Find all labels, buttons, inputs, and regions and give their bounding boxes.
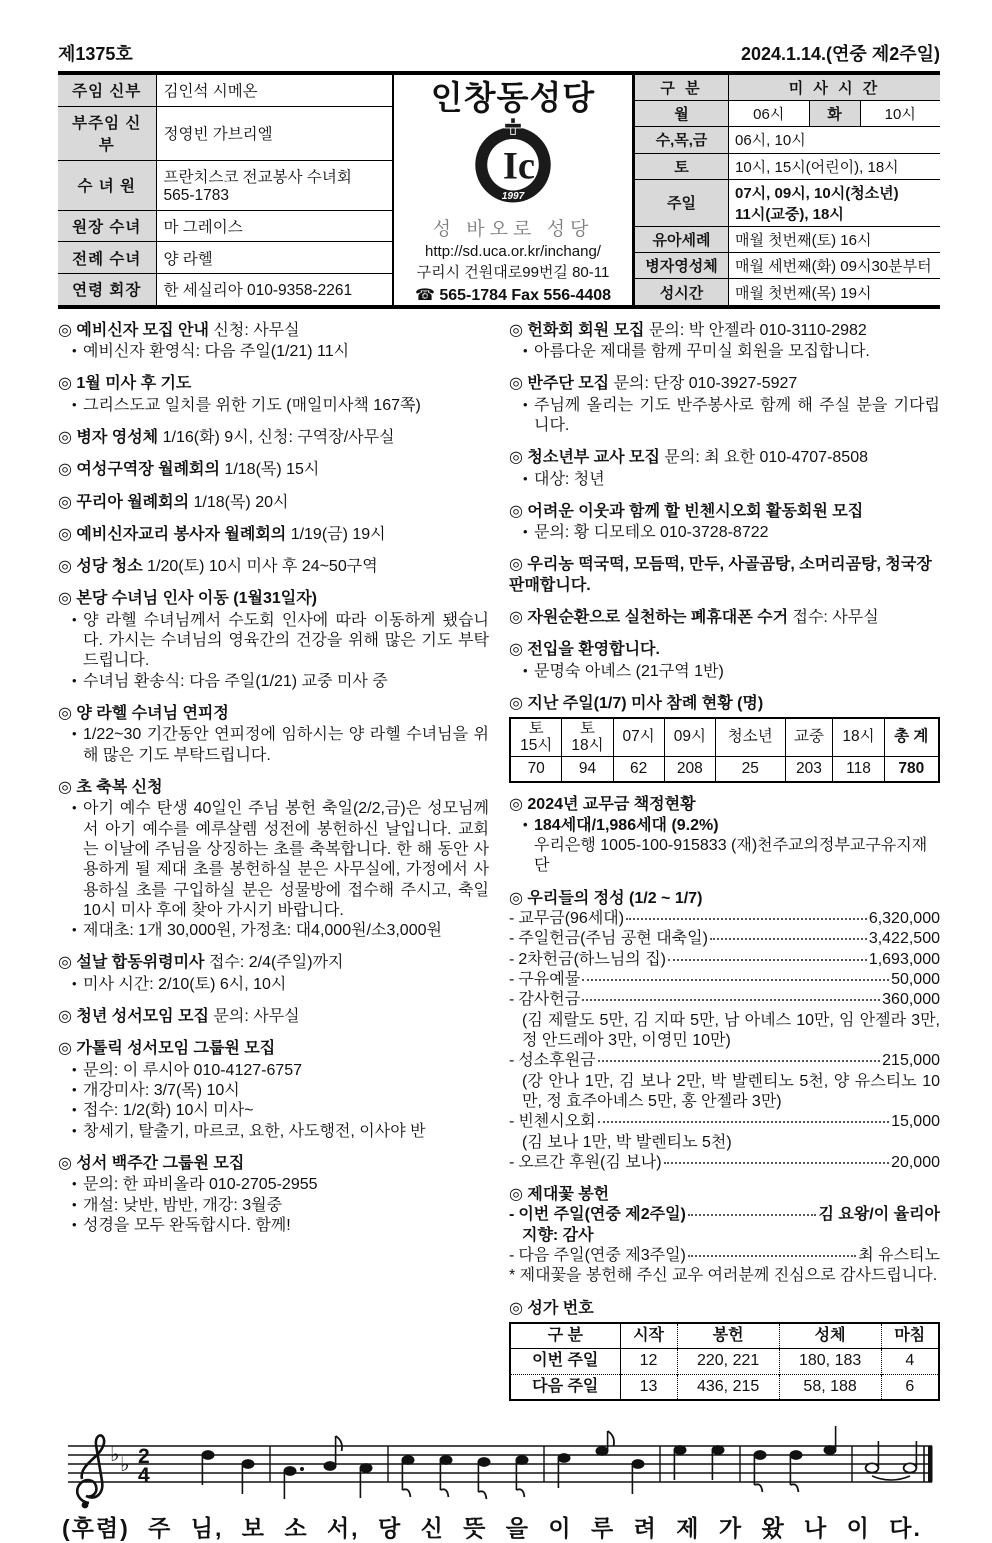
svg-text:♭: ♭ xyxy=(120,1451,130,1476)
mass-header-label: 구 분 xyxy=(635,75,729,101)
offering-amount: 215,000 xyxy=(882,1052,940,1070)
section-catechumen-recruit xyxy=(58,321,489,363)
section-accompanist-recruit xyxy=(509,374,940,436)
section-title: 청년 성서모임 모집 xyxy=(76,1008,209,1026)
hymn-cell: 13 xyxy=(620,1374,677,1400)
mass-day: 월 xyxy=(635,101,729,127)
attendance-value: 70 xyxy=(510,756,562,781)
section-detail: 문의: 사무실 xyxy=(213,1008,300,1026)
offering-note: (김 보나 1만, 박 발렌티노 5천) xyxy=(522,1133,732,1151)
dot-leader xyxy=(582,999,880,1001)
attendance-header: 청소년 xyxy=(715,718,785,756)
section-title: 성서 백주간 그룹원 모집 xyxy=(76,1154,245,1172)
bullet-item: • 수녀님 환송식: 다음 주일(1/21) 교중 미사 중 xyxy=(72,672,489,692)
offering-row xyxy=(509,929,940,949)
bullet-item: • 문명숙 아녜스 (21구역 1반) xyxy=(523,662,940,682)
section-title: 양 라헬 수녀님 연피정 xyxy=(76,705,229,723)
attendance-header: 09시 xyxy=(664,718,715,756)
section-phone-recycling xyxy=(509,608,940,628)
mass-times xyxy=(729,179,941,226)
attendance-value: 94 xyxy=(562,756,613,781)
hymn-header: 시작 xyxy=(620,1323,677,1349)
mass-time: 10시 xyxy=(884,106,916,124)
dot-leader xyxy=(598,1060,881,1062)
offering-label: - 교무금(96세대) xyxy=(518,910,625,928)
section-title: 우리농 떡국떡, 모듬떡, 만두, 사골곰탕, 소머리곰탕, 청국장 판매합니다. xyxy=(509,556,932,594)
section-catechist-meeting xyxy=(58,525,489,545)
section-sick-communion xyxy=(58,428,489,448)
offering-row xyxy=(509,970,940,990)
parish-subtitle: 성 바오로 성당 xyxy=(432,218,594,240)
section-title: 반주단 모집 xyxy=(527,375,610,393)
bank-account-line: 우리은행 1005-100-915833 (재)천주교의정부교구유지재단 xyxy=(534,837,928,875)
bullet-item: • 예비신자 환영식: 다음 주일(1/21) 11시 xyxy=(72,342,489,362)
dot-leader xyxy=(582,979,889,981)
clergy-label: 부주임 신부 xyxy=(58,106,156,160)
music-section xyxy=(58,1421,940,1543)
section-candle-blessing xyxy=(58,778,489,942)
section-detail: 1/16(화) 9시, 신청: 구역장/사무실 xyxy=(162,428,395,446)
parish-address: 구리시 건원대로99번길 80-11 xyxy=(416,263,610,281)
hymn-header: 성체 xyxy=(779,1323,881,1349)
table-row xyxy=(58,75,392,106)
offering-label: - 주일헌금(주님 공현 대축일) xyxy=(518,930,708,948)
offering-row xyxy=(509,950,940,970)
section-dues-status xyxy=(509,795,940,877)
bullet-item: • 접수: 1/2(화) 10시 미사~ xyxy=(72,1101,489,1121)
mass-day: 병자영성체 xyxy=(635,253,729,279)
section-title: 우리들의 정성 (1/2 ~ 1/7) xyxy=(527,889,703,907)
bullet-item: • 주님께 올리는 기도 반주봉사로 함께 해 주실 분을 기다립니다. xyxy=(523,396,940,437)
offering-amount: 15,000 xyxy=(891,1113,940,1131)
attendance-header-total: 총 계 xyxy=(884,718,939,756)
section-church-cleaning xyxy=(58,557,489,577)
bullet-item: • 아기 예수 탄생 40일인 주님 봉헌 축일(2/2,금)은 성모님께서 아기 예수를 예루살렘 성전에 봉헌하신 날입니다. 교회는 이날에 주님을 상징하는 초를 축복합니다. 한 해 동안 사용하게 될 제대 초를 봉헌하실 분은 사무실에, 가정에서 사용하실 초를 구입하실 분은 성물방에 접수해 주시고, 축일 10시 미사 후에 찾아 가시기 바랍니다. xyxy=(72,799,489,921)
section-title: 설날 합동위령미사 xyxy=(76,954,205,972)
section-hymn-numbers xyxy=(509,1299,940,1401)
section-title: 어려운 이웃과 함께 할 빈첸시오회 활동회원 모집 xyxy=(527,502,864,520)
clergy-value: 한 세실리아 010-9358-2261 xyxy=(156,273,392,304)
clergy-value: 마 그레이스 xyxy=(156,210,392,242)
section-title: 초 축복 신청 xyxy=(76,778,163,796)
svg-text:♭: ♭ xyxy=(110,1441,120,1466)
table-row xyxy=(510,1323,939,1349)
parish-identity xyxy=(392,75,634,305)
offering-row xyxy=(509,990,940,1010)
table-row xyxy=(58,210,392,242)
attendance-header: 토 15시 xyxy=(510,718,562,756)
hymn-table xyxy=(509,1322,940,1401)
section-detail: 1/18(목) 15시 xyxy=(224,461,320,479)
offering-row xyxy=(509,1112,940,1132)
clergy-label: 전례 수녀 xyxy=(58,242,156,274)
table-row xyxy=(58,273,392,304)
offering-label: - 성소후원금 xyxy=(518,1052,596,1070)
offering-amount: 20,000 xyxy=(891,1153,940,1171)
section-title: 여성구역장 월례회의 xyxy=(76,461,220,479)
clergy-label: 수 녀 원 xyxy=(58,160,156,210)
offering-note: (김 제랄도 5만, 김 지따 5만, 남 아녜스 10만, 임 안젤라 3만, 정 안드레아 3만, 이영민 10만) xyxy=(522,1011,940,1049)
section-detail: 1/20(토) 10시 미사 후 24~50구역 xyxy=(147,558,378,576)
dot-leader xyxy=(664,1162,890,1164)
clergy-value: 양 라헬 xyxy=(156,242,392,274)
hymn-header: 구 분 xyxy=(510,1323,620,1349)
left-column xyxy=(58,321,489,1413)
section-title: 자원순환으로 실천하는 폐휴대폰 수거 xyxy=(527,609,789,627)
section-catholic-bible-group xyxy=(58,1039,489,1142)
section-women-leaders-meeting xyxy=(58,460,489,480)
right-column xyxy=(509,321,940,1413)
bullet-item: • 그리스도교 일치를 위한 기도 (매일미사책 167쪽) xyxy=(72,396,489,416)
mass-day: 수,목,금 xyxy=(635,127,729,153)
flower-row-this-week xyxy=(509,1205,940,1225)
section-food-sale xyxy=(509,555,940,596)
flower-row-next-week xyxy=(509,1246,940,1266)
top-title-line xyxy=(58,40,940,66)
section-youth-bible-group xyxy=(58,1007,489,1027)
section-vincent-society xyxy=(509,502,940,544)
phone-number: 565-1784 Fax 556-4408 xyxy=(439,286,612,304)
mass-header-value: 미 사 시 간 xyxy=(729,75,941,101)
table-row xyxy=(635,179,941,226)
parish-logo xyxy=(467,116,559,208)
mass-day: 성시간 xyxy=(635,279,729,305)
hymn-cell: 다음 주일 xyxy=(510,1374,620,1400)
offering-note: (강 안나 1만, 김 보나 2만, 박 발렌티노 5천, 양 유스티노 10만, 정 효주아녜스 5만, 홍 안젤라 3만) xyxy=(522,1072,940,1110)
music-staff xyxy=(58,1421,938,1517)
table-row xyxy=(635,153,941,179)
section-title: 병자 영성체 xyxy=(76,428,159,446)
flower-footnote: * 제대꽃을 봉헌해 주신 교우 여러분께 진심으로 감사드립니다. xyxy=(509,1267,938,1285)
refrain-lyrics: (후렴) 주 님, 보 소 서, 당 신 뜻 을 이 루 려 제 가 왔 나 이 다. xyxy=(62,1514,922,1541)
issue-number: 제1375호 xyxy=(58,44,133,64)
section-lunar-newyear-mass xyxy=(58,953,489,995)
offering-amount: 3,422,500 xyxy=(868,930,940,948)
attendance-value: 118 xyxy=(833,756,884,781)
mass-times xyxy=(729,101,941,127)
clergy-value xyxy=(156,160,392,210)
table-row xyxy=(510,1349,939,1374)
clergy-value: 정영빈 가브리엘 xyxy=(156,106,392,160)
hymn-cell: 12 xyxy=(639,1352,658,1370)
dot-leader xyxy=(710,938,867,940)
table-row xyxy=(58,160,392,210)
dot-leader xyxy=(598,1121,889,1123)
table-row xyxy=(635,75,941,101)
hymn-cell: 220, 221 xyxy=(677,1349,779,1374)
bullet-item: • 문의: 이 루시아 010-4127-6757 xyxy=(72,1061,489,1081)
mass-day: 주일 xyxy=(635,179,729,226)
section-detail: 신청: 사무실 xyxy=(213,321,300,339)
section-title: 전입을 환영합니다. xyxy=(527,641,660,659)
attendance-header: 교중 xyxy=(785,718,833,756)
table-row xyxy=(510,1374,939,1400)
section-sister-retreat xyxy=(58,704,489,766)
flower-donor: 최 유스티노 xyxy=(858,1247,940,1265)
clergy-label: 주임 신부 xyxy=(58,75,156,106)
clergy-table xyxy=(58,75,392,305)
attendance-header: 토 18시 xyxy=(562,718,613,756)
bullet-item: • 제대초: 1개 30,000원, 가정초: 대4,000원/소3,000원 xyxy=(72,921,489,941)
section-youth-teacher-recruit xyxy=(509,448,940,490)
svg-text:4: 4 xyxy=(138,1463,150,1487)
section-detail: 문의: 단장 010-3927-5927 xyxy=(613,375,798,393)
section-title: 2024년 교무금 책정현황 xyxy=(527,795,696,813)
section-title: 본당 수녀님 인사 이동 (1월31일자) xyxy=(76,590,318,608)
table-row xyxy=(58,242,392,274)
offering-label: - 감사헌금 xyxy=(518,991,581,1009)
table-row xyxy=(635,279,941,305)
section-mass-attendance xyxy=(509,694,940,783)
mass-times: 매월 첫번째(목) 19시 xyxy=(729,279,941,305)
clergy-value-line1: 프란치스코 전교봉사 수녀회 xyxy=(163,169,352,187)
bullet-item: • 미사 시간: 2/10(토) 6시, 10시 xyxy=(72,975,489,995)
section-title: 헌화회 회원 모집 xyxy=(527,321,645,339)
offering-amount: 1,693,000 xyxy=(868,950,940,968)
mass-time-line2: 11시(교중), 18시 xyxy=(735,205,844,223)
offering-amount: 50,000 xyxy=(891,971,940,989)
offering-amount: 360,000 xyxy=(882,991,940,1009)
attendance-value-total: 780 xyxy=(884,756,939,781)
clergy-label: 원장 수녀 xyxy=(58,210,156,242)
section-title: 1월 미사 후 기도 xyxy=(76,375,192,393)
bullet-item: • 문의: 황 디모테오 010-3728-8722 xyxy=(523,523,940,543)
table-row xyxy=(635,127,941,153)
section-flower-society xyxy=(509,321,940,363)
bullet-item: • 아름다운 제대를 함께 꾸미실 회원을 모집합니다. xyxy=(523,342,940,362)
attendance-value: 203 xyxy=(785,756,833,781)
hymn-cell: 180, 183 xyxy=(779,1349,881,1374)
flower-intention: 지향: 감사 xyxy=(522,1226,594,1244)
section-title: 지난 주일(1/7) 미사 참례 현황 (명) xyxy=(527,695,764,713)
flower-label: - 이번 주일(연중 제2주일) xyxy=(518,1206,686,1224)
attendance-header: 18시 xyxy=(833,718,884,756)
offering-label: - 구유예물 xyxy=(518,971,581,989)
section-offerings xyxy=(509,889,940,1173)
svg-text:Ic: Ic xyxy=(502,145,536,188)
mass-times: 06시, 10시 xyxy=(729,127,941,153)
hymn-cell: 6 xyxy=(881,1374,939,1400)
section-january-prayer xyxy=(58,374,489,416)
section-bible-100weeks-group xyxy=(58,1154,489,1236)
bullet-item: • 양 라헬 수녀님께서 수도회 인사에 따라 이동하게 됐습니다. 가시는 수녀님의 영육간의 건강을 위해 많은 기도 부탁드립니다. xyxy=(72,611,489,672)
section-detail: 문의: 최 요한 010-4707-8508 xyxy=(664,449,869,467)
bullet-item: • 1/22~30 기간동안 연피정에 임하시는 양 라헬 수녀님을 위해 많은 기도 부탁드립니다. xyxy=(72,725,489,766)
section-sister-transfer xyxy=(58,589,489,692)
bullet-item: • 개강미사: 3/7(목) 10시 xyxy=(72,1081,489,1101)
offering-row xyxy=(509,1153,940,1173)
clergy-label: 연령 회장 xyxy=(58,273,156,304)
table-row xyxy=(510,718,939,756)
section-title: 성가 번호 xyxy=(527,1299,594,1317)
bullet-item: • 성경을 모두 완독합시다. 함께! xyxy=(72,1216,489,1236)
mass-day: 화 xyxy=(809,101,861,126)
body-columns xyxy=(58,321,940,1413)
attendance-value: 62 xyxy=(613,756,664,781)
bullet-item: • 184세대/1,986세대 (9.2%) xyxy=(523,816,940,836)
hymn-header: 마침 xyxy=(881,1323,939,1349)
section-title: 청소년부 교사 모집 xyxy=(527,449,660,467)
clergy-value-line2: 565-1783 xyxy=(163,187,230,205)
offering-label: - 빈첸시오회 xyxy=(518,1113,596,1131)
dot-leader xyxy=(688,1214,817,1216)
table-row xyxy=(635,101,941,127)
mass-times: 10시, 15시(어린이), 18시 xyxy=(729,153,941,179)
svg-text:2: 2 xyxy=(138,1444,150,1468)
dot-leader xyxy=(688,1255,856,1257)
mass-time: 06시 xyxy=(753,106,785,124)
parish-website-link[interactable]: http://sd.uca.or.kr/inchang/ xyxy=(425,242,601,260)
bullet-item: • 창세기, 탈출기, 마르코, 요한, 사도행전, 이사야 반 xyxy=(72,1122,489,1142)
section-new-members xyxy=(509,640,940,682)
bulletin-date: 2024.1.14.(연중 제2주일) xyxy=(740,44,940,64)
table-row xyxy=(635,253,941,279)
offering-label: - 2차헌금(하느님의 집) xyxy=(518,950,666,968)
mass-schedule-table xyxy=(634,75,940,305)
hymn-cell: 436, 215 xyxy=(677,1374,779,1400)
phone-icon: ☎ xyxy=(414,286,435,304)
section-title: 예비신자 모집 안내 xyxy=(76,321,209,339)
flower-label: - 다음 주일(연중 제3주일) xyxy=(518,1247,686,1265)
header-band xyxy=(58,71,940,309)
table-row xyxy=(510,756,939,781)
section-detail: 문의: 박 안젤라 010-3110-2982 xyxy=(648,321,867,339)
table-row xyxy=(635,227,941,253)
attendance-header: 07시 xyxy=(613,718,664,756)
offering-amount: 6,320,000 xyxy=(868,910,940,928)
hymn-cell: 58, 188 xyxy=(779,1374,881,1400)
dot-leader xyxy=(626,918,867,920)
mass-times: 매월 세번째(화) 09시30분부터 xyxy=(729,253,941,279)
parish-name: 인창동성당 xyxy=(430,79,596,116)
section-detail: 1/19(금) 19시 xyxy=(290,525,386,543)
dot-leader xyxy=(668,959,867,961)
bullet-item: • 대상: 청년 xyxy=(523,470,940,490)
attendance-value: 25 xyxy=(715,756,785,781)
section-title: 가톨릭 성서모임 그룹원 모집 xyxy=(76,1040,276,1058)
bullet-item: • 문의: 한 파비올라 010-2705-2955 xyxy=(72,1175,489,1195)
bullet-item: • 개설: 낮반, 밤반, 개강: 3월중 xyxy=(72,1196,489,1216)
mass-time-line1: 07시, 09시, 10시(청소년) xyxy=(735,184,899,202)
svg-text:1997: 1997 xyxy=(501,190,525,202)
attendance-value: 208 xyxy=(664,756,715,781)
section-detail: 접수: 사무실 xyxy=(792,609,879,627)
offering-row xyxy=(509,1051,940,1071)
section-title: 꾸리아 월례회의 xyxy=(76,493,190,511)
mass-day: 토 xyxy=(635,153,729,179)
hymn-cell: 4 xyxy=(881,1349,939,1374)
parish-phone xyxy=(398,285,628,305)
section-curia-meeting xyxy=(58,493,489,513)
hymn-cell: 이번 주일 xyxy=(510,1349,620,1374)
flower-donor: 김 요왕/이 율리아 xyxy=(818,1206,940,1224)
table-row xyxy=(58,106,392,160)
offering-row xyxy=(509,909,940,929)
section-title: 제대꽃 봉헌 xyxy=(527,1186,610,1204)
attendance-table xyxy=(509,717,940,782)
section-detail: 1/18(목) 20시 xyxy=(193,493,289,511)
mass-day: 유아세례 xyxy=(635,227,729,253)
section-altar-flowers xyxy=(509,1185,940,1287)
clergy-value: 김인석 시메온 xyxy=(156,75,392,106)
hymn-header: 봉헌 xyxy=(677,1323,779,1349)
mass-times: 매월 첫번째(토) 16시 xyxy=(729,227,941,253)
section-detail: 접수: 2/4(주일)까지 xyxy=(208,954,344,972)
section-title: 예비신자교리 봉사자 월례회의 xyxy=(76,525,287,543)
offering-label: - 오르간 후원(김 보나) xyxy=(518,1153,662,1171)
section-title: 성당 청소 xyxy=(76,558,143,576)
